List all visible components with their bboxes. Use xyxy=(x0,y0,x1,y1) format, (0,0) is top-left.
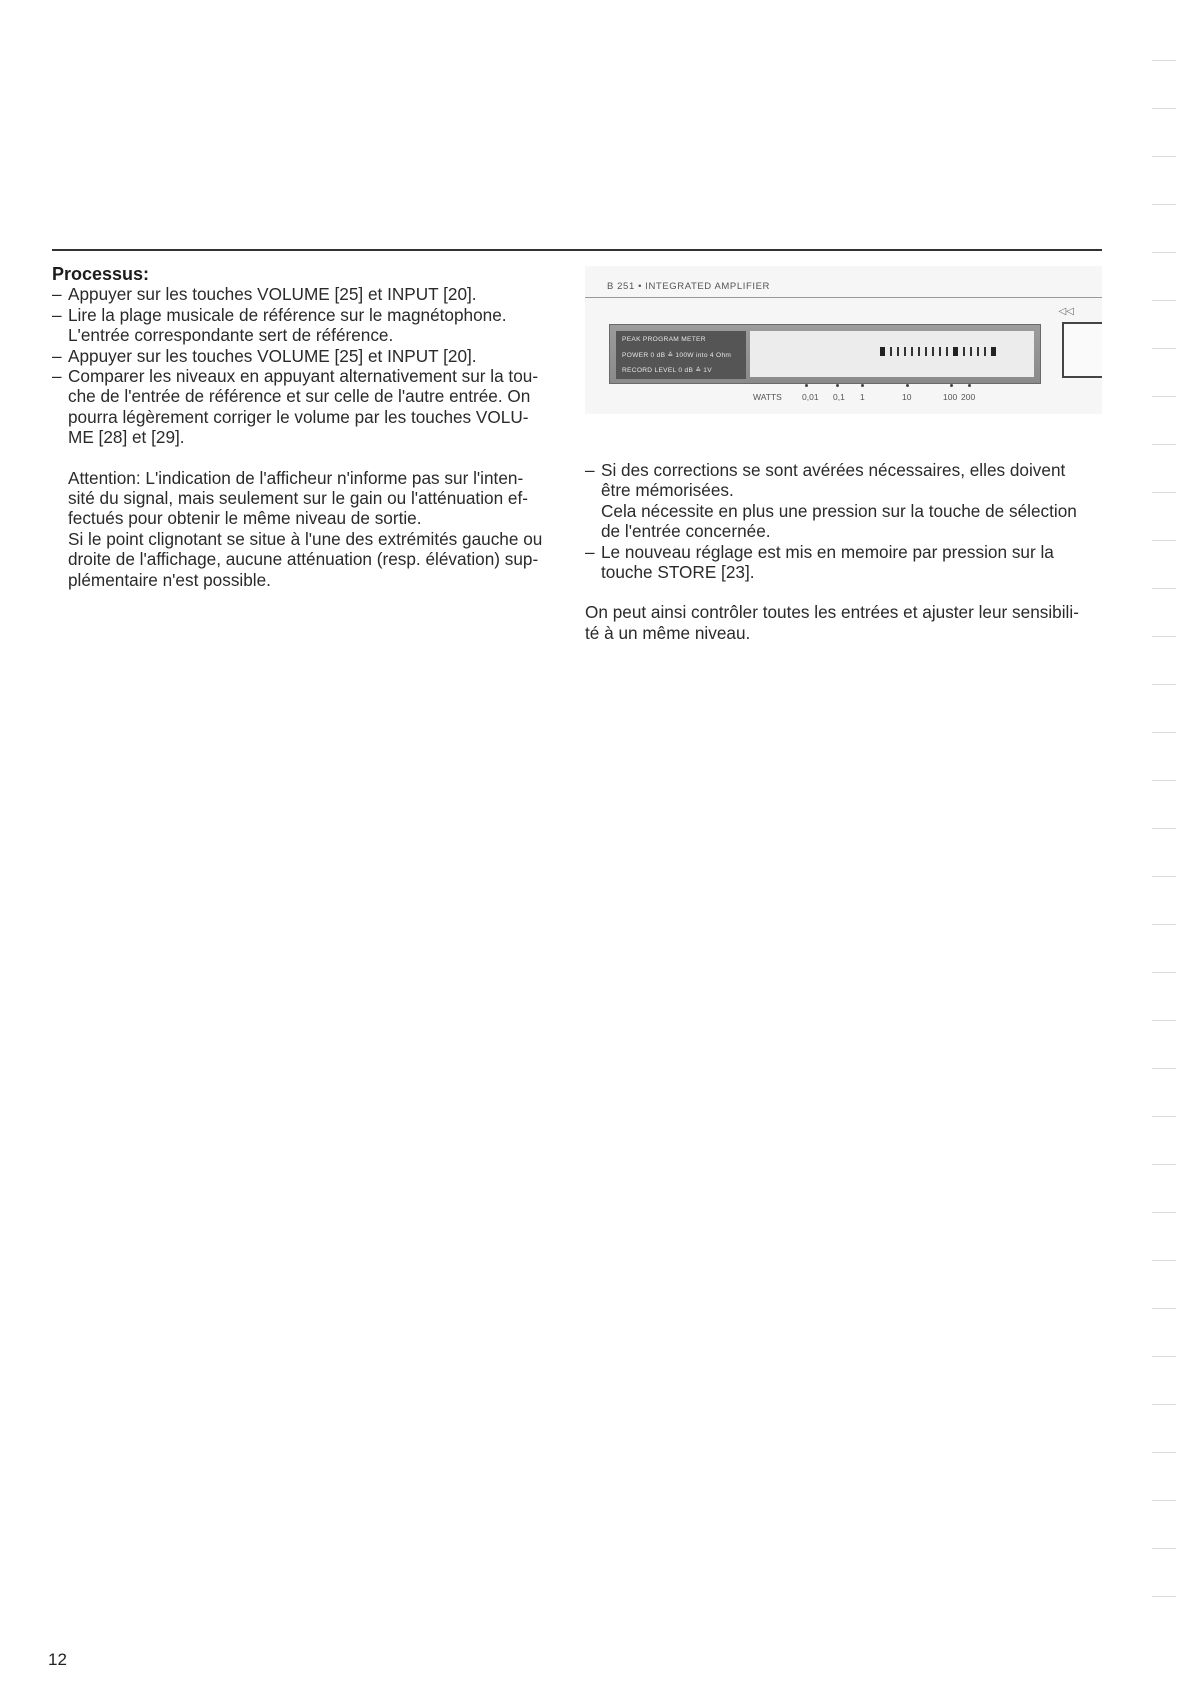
tick-mark xyxy=(904,347,906,356)
text-line: sité du signal, mais seulement sur le gain ou l'atténuation ef- xyxy=(68,488,528,509)
scale-label: WATTS xyxy=(753,392,782,402)
margin-mark xyxy=(1152,1020,1176,1021)
tick-mark xyxy=(939,347,941,356)
text-line: touche STORE [23]. xyxy=(601,562,755,583)
right-column xyxy=(585,460,1097,643)
text-line: pourra légèrement corriger le volume par les touches VOLU- xyxy=(68,406,529,427)
side-control-box xyxy=(1062,322,1102,378)
list-item xyxy=(52,305,564,346)
rewind-icon: ◁◁ xyxy=(1058,306,1074,317)
level-ticks xyxy=(880,347,996,356)
tick-mark xyxy=(932,347,934,356)
header-rule xyxy=(52,249,1102,251)
tick-mark xyxy=(897,347,899,356)
section-heading: Processus: xyxy=(52,264,150,284)
tick-mark xyxy=(953,347,958,356)
closing-paragraph xyxy=(585,602,1097,643)
list-item xyxy=(585,542,1097,583)
list-item xyxy=(585,460,1097,542)
scale-label: 200 xyxy=(961,392,976,402)
scale-dot xyxy=(861,384,864,387)
panel-label-block xyxy=(616,331,746,379)
margin-mark xyxy=(1152,780,1176,781)
tick-mark xyxy=(880,347,885,356)
margin-mark xyxy=(1152,300,1176,301)
watts-scale xyxy=(585,392,1039,408)
text-line: Appuyer sur les touches VOLUME [25] et INPUT [20]. xyxy=(68,284,477,305)
tick-mark xyxy=(890,347,892,356)
tick-mark xyxy=(925,347,927,356)
scale-label: 0,1 xyxy=(833,392,845,402)
scale-dot xyxy=(836,384,839,387)
text-line: Comparer les niveaux en appuyant alternativement sur la tou- xyxy=(68,366,539,387)
text-line: Cela nécessite en plus une pression sur la touche de sélection xyxy=(601,500,1077,521)
list-dash: – xyxy=(52,366,62,387)
panel-label: POWER 0 dB ≙ 100W into 4 Ohm xyxy=(622,352,732,359)
margin-mark xyxy=(1152,348,1176,349)
text-line: Si le point clignotant se situe à l'une des extrémités gauche ou xyxy=(68,528,543,549)
left-column xyxy=(52,264,564,590)
tick-mark xyxy=(946,347,948,356)
margin-mark xyxy=(1152,1308,1176,1309)
margin-mark xyxy=(1152,1356,1176,1357)
scale-label: 1 xyxy=(860,392,865,402)
text-line: de l'entrée concernée. xyxy=(601,521,771,542)
scale-dot xyxy=(968,384,971,387)
margin-mark xyxy=(1152,396,1176,397)
margin-mark xyxy=(1152,972,1176,973)
margin-mark xyxy=(1152,876,1176,877)
margin-marks xyxy=(1152,60,1180,1640)
list-item xyxy=(52,284,564,304)
text-line: On peut ainsi contrôler toutes les entrées et ajuster leur sensibili- xyxy=(585,602,1079,623)
tick-mark xyxy=(970,347,972,356)
text-line: che de l'entrée de référence et sur celle de l'autre entrée. On xyxy=(68,386,531,407)
margin-mark xyxy=(1152,588,1176,589)
margin-mark xyxy=(1152,108,1176,109)
text-line: té à un même niveau. xyxy=(585,622,751,643)
scale-label: 10 xyxy=(902,392,912,402)
margin-mark xyxy=(1152,444,1176,445)
tick-mark xyxy=(984,347,986,356)
figure-rule xyxy=(585,297,1102,298)
panel-label: PEAK PROGRAM METER xyxy=(622,336,706,343)
list-dash: – xyxy=(52,345,62,366)
text-line: Lire la plage musicale de référence sur le magnétophone. xyxy=(68,304,507,325)
text-line: fectués pour obtenir le même niveau de sortie. xyxy=(68,508,422,529)
list-dash: – xyxy=(52,304,62,325)
page-number: 12 xyxy=(48,1650,67,1669)
scale-dot xyxy=(805,384,808,387)
margin-mark xyxy=(1152,540,1176,541)
attention-paragraph xyxy=(52,468,564,590)
margin-mark xyxy=(1152,492,1176,493)
text-line: être mémorisées. xyxy=(601,480,734,501)
margin-mark xyxy=(1152,1212,1176,1213)
text-line: Appuyer sur les touches VOLUME [25] et INPUT [20]. xyxy=(68,345,477,366)
margin-mark xyxy=(1152,156,1176,157)
scale-dot xyxy=(950,384,953,387)
margin-mark xyxy=(1152,636,1176,637)
amplifier-illustration xyxy=(585,266,1102,414)
scale-label: 0,01 xyxy=(802,392,819,402)
list-item xyxy=(52,346,564,366)
margin-mark xyxy=(1152,204,1176,205)
text-line: Attention: L'indication de l'afficheur n'informe pas sur l'inten- xyxy=(68,467,524,488)
text-line: Si des corrections se sont avérées nécessaires, elles doivent xyxy=(601,460,1066,480)
list-dash: – xyxy=(585,541,595,562)
tick-mark xyxy=(911,347,913,356)
margin-mark xyxy=(1152,1116,1176,1117)
margin-mark xyxy=(1152,1596,1176,1597)
list-dash: – xyxy=(585,460,595,480)
margin-mark xyxy=(1152,924,1176,925)
text-line: Le nouveau réglage est mis en memoire par pression sur la xyxy=(601,541,1054,562)
margin-mark xyxy=(1152,1068,1176,1069)
panel-label: RECORD LEVEL 0 dB ≙ 1V xyxy=(622,367,712,374)
margin-mark xyxy=(1152,1404,1176,1405)
margin-mark xyxy=(1152,1452,1176,1453)
margin-mark xyxy=(1152,828,1176,829)
tick-mark xyxy=(918,347,920,356)
scale-dot xyxy=(906,384,909,387)
level-display xyxy=(750,331,1034,377)
margin-mark xyxy=(1152,684,1176,685)
list-dash: – xyxy=(52,284,62,305)
figure-caption: B 251 • INTEGRATED AMPLIFIER xyxy=(607,281,771,292)
meter-panel xyxy=(609,324,1041,384)
scale-label: 100 xyxy=(943,392,958,402)
tick-mark xyxy=(977,347,979,356)
margin-mark xyxy=(1152,252,1176,253)
tick-mark xyxy=(963,347,965,356)
text-line: droite de l'affichage, aucune atténuation (resp. élévation) sup- xyxy=(68,549,539,570)
text-line: ME [28] et [29]. xyxy=(68,427,185,448)
margin-mark xyxy=(1152,60,1176,61)
margin-mark xyxy=(1152,1548,1176,1549)
tick-mark xyxy=(991,347,996,356)
margin-mark xyxy=(1152,732,1176,733)
text-line: L'entrée correspondante sert de référence. xyxy=(68,325,394,346)
text-line: plémentaire n'est possible. xyxy=(68,569,271,590)
margin-mark xyxy=(1152,1500,1176,1501)
list-item xyxy=(52,366,564,448)
margin-mark xyxy=(1152,1164,1176,1165)
margin-mark xyxy=(1152,1260,1176,1261)
